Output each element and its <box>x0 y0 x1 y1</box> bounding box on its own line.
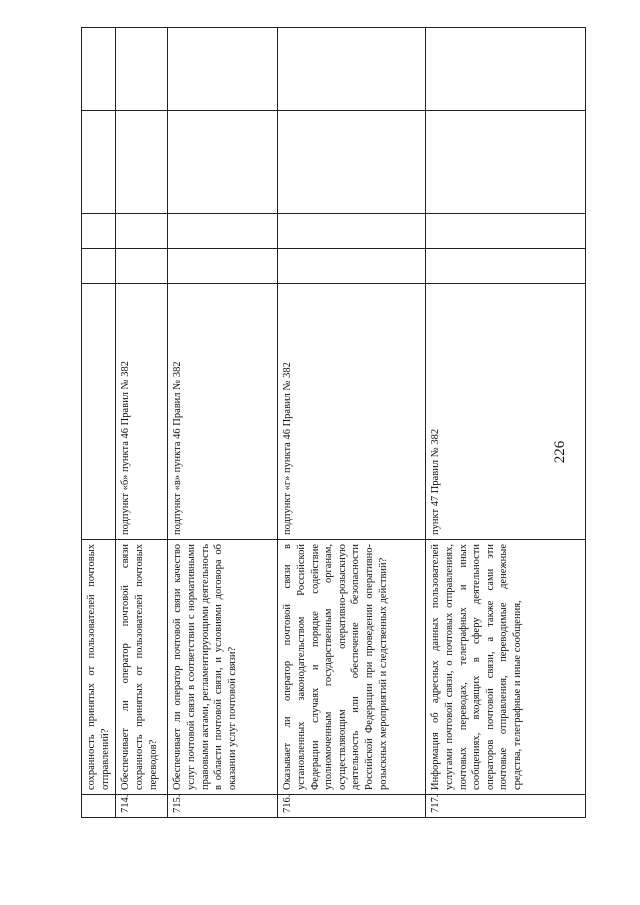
table-row <box>82 28 116 818</box>
not-applicable-cell <box>278 111 426 214</box>
answer-yes-cell <box>168 249 278 284</box>
legal-reference: подпункт «в» пункта 46 Правил № 382 <box>168 284 278 540</box>
not-applicable-cell <box>82 111 116 214</box>
row-number: 716. <box>278 795 426 818</box>
not-applicable-cell <box>116 111 168 214</box>
legal-reference <box>82 284 116 540</box>
row-number <box>82 795 116 818</box>
page-number: 226 <box>552 440 568 464</box>
row-number: 717. <box>426 795 586 818</box>
not-applicable-cell <box>426 111 586 214</box>
answer-yes-cell <box>278 249 426 284</box>
notes-cell <box>82 28 116 111</box>
question-text: Обеспечивает ли оператор почтовой связи качество услуг почтовой связи в соответствии с нормативными правовыми актами, регламентирующими деятельность в области почтовой связи, и условиями договора об оказании услуг почтовой связи? <box>168 540 278 795</box>
answer-no-cell <box>82 214 116 249</box>
checklist-table <box>81 27 586 818</box>
not-applicable-cell <box>168 111 278 214</box>
table-row <box>116 28 168 818</box>
row-number: 714. <box>116 795 168 818</box>
table-row <box>278 28 426 818</box>
legal-reference: пункт 47 Правил № 382 <box>426 284 586 540</box>
question-text: Оказывает ли оператор почтовой связи в установленных законодательством Российской Федерации случаях и порядке содействие уполномоченным государственным органам, осуществляющим оперативно-розыскную деятельность или обеспечение безопасности Российской Федерации при проведении оперативно-розыскных мероприятий и следственных действий? <box>278 540 426 795</box>
notes-cell <box>116 28 168 111</box>
question-text: Обеспечивает ли оператор почтовой связи сохранность принятых от пользователей почтовых переводов? <box>116 540 168 795</box>
answer-no-cell <box>278 214 426 249</box>
question-text: Информация об адресных данных пользователей услугами почтовой связи, о почтовых отправлениях, почтовых переводах, телеграфных и иных сообщениях, входящих в сферу деятельности операторов почтовой связи, а также сами эти почтовые отправления, переводимые денежные средства, телеграфные и иные сообщения, <box>426 540 586 795</box>
table-row <box>168 28 278 818</box>
question-text: сохранность принятых от пользователей почтовых отправлений? <box>82 540 116 795</box>
answer-yes-cell <box>426 249 586 284</box>
row-number: 715. <box>168 795 278 818</box>
answer-no-cell <box>426 214 586 249</box>
notes-cell <box>426 28 586 111</box>
answer-no-cell <box>116 214 168 249</box>
legal-reference: подпункт «г» пункта 46 Правил № 382 <box>278 284 426 540</box>
legal-reference: подпункт «б» пункта 46 Правил № 382 <box>116 284 168 540</box>
checklist-table-wrapper <box>81 28 577 818</box>
answer-yes-cell <box>116 249 168 284</box>
answer-no-cell <box>168 214 278 249</box>
table-row <box>426 28 586 818</box>
notes-cell <box>278 28 426 111</box>
notes-cell <box>168 28 278 111</box>
answer-yes-cell <box>82 249 116 284</box>
